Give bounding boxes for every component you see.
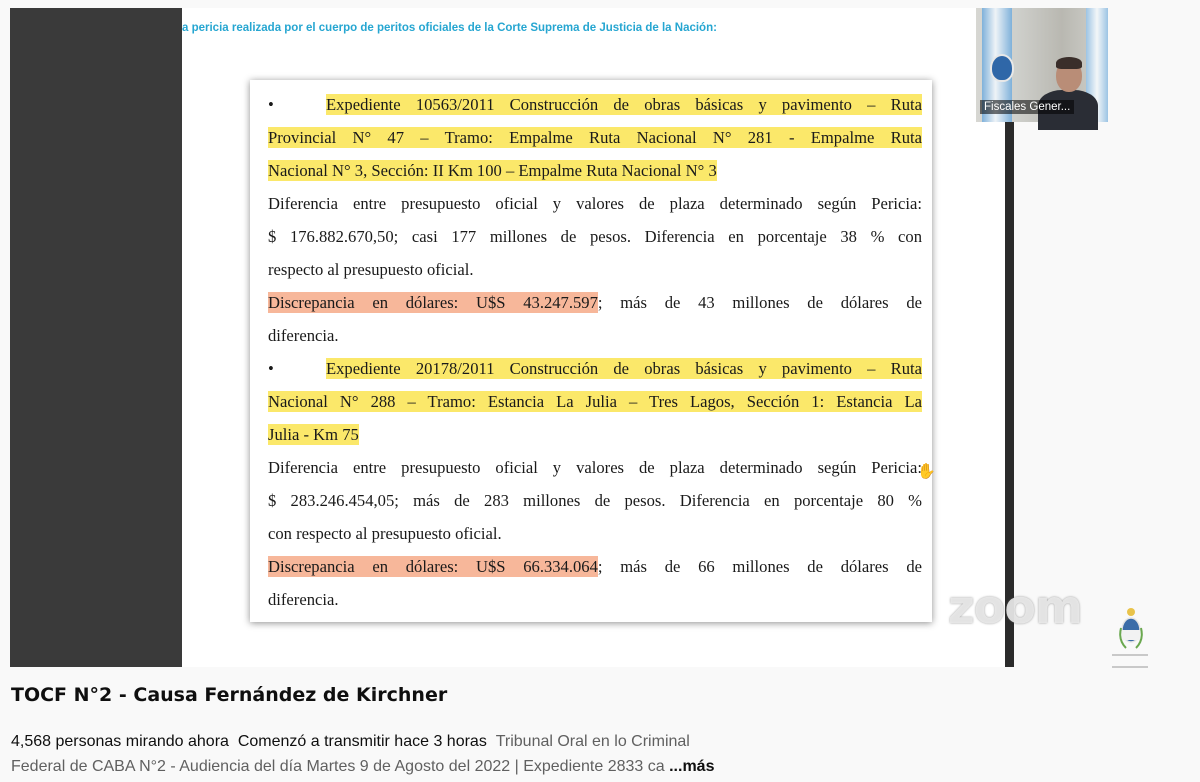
entry-1-line-2 — [268, 121, 922, 154]
entry-2-line-2 — [268, 385, 922, 418]
video-title: TOCF N°2 - Causa Fernández de Kirchner — [11, 684, 448, 706]
diff-2-line-3: con respecto al presupuesto oficial. — [268, 524, 502, 543]
entry-2-line-1 — [268, 352, 922, 385]
video-description[interactable] — [11, 729, 781, 779]
show-more-link[interactable]: ...más — [669, 758, 715, 775]
argentina-coat-of-arms-icon — [1120, 606, 1142, 652]
participant-hair — [1056, 57, 1082, 69]
entry-1-line-1 — [268, 88, 922, 121]
discrepancy-2-end: diferencia. — [268, 590, 339, 609]
discrepancy-1-highlight: Discrepancia en dólares: U$S 43.247.597 — [268, 293, 598, 312]
discrepancy-1-rest: ; más de 43 millones de dólares de — [597, 293, 923, 312]
viewer-count: 4,568 personas mirando ahora — [11, 733, 229, 750]
video-left-margin — [10, 8, 182, 667]
diff-1-line-2: $ 176.882.670,50; casi 177 millones de pesos. Diferencia en porcentaje 38 % con — [268, 227, 922, 246]
description-line-2: Federal de CABA N°2 - Audiencia del día Martes 9 de Agosto del 2022 | Expediente 2833 ca — [11, 758, 665, 775]
bullet-icon: • — [268, 95, 274, 114]
participant-name-label: Fiscales Gener... — [980, 100, 1074, 114]
slide-heading: a pericia realizada por el cuerpo de peritos oficiales de la Corte Suprema de Justicia de la Nación: — [182, 22, 717, 34]
stream-start-time: Comenzó a transmitir hace 3 horas — [237, 733, 487, 750]
diff-2-line-1 — [268, 451, 936, 484]
discrepancy-1 — [268, 286, 922, 319]
participant-video-tile[interactable] — [976, 8, 1108, 122]
emblem-caption — [1112, 654, 1148, 668]
diff-1-line-3: respecto al presupuesto oficial. — [268, 260, 474, 279]
entry-2-line-3 — [268, 418, 922, 451]
entry-1-line-3 — [268, 154, 922, 187]
expediente-1-line-2: Provincial N° 47 – Tramo: Empalme Ruta Nacional N° 281 - Empalme Ruta — [268, 128, 922, 147]
diff-1-line-1: Diferencia entre presupuesto oficial y valores de plaza determinado según Pericia: — [268, 194, 922, 213]
expediente-2-line-1: Expediente 20178/2011 Construcción de obras básicas y pavimento – Ruta — [326, 359, 922, 378]
discrepancy-2-highlight: Discrepancia en dólares: U$S 66.334.064 — [268, 557, 598, 576]
expediente-2-line-3: Julia - Km 75 — [268, 425, 359, 444]
description-line-1: Tribunal Oral en lo Criminal — [495, 733, 690, 750]
expediente-1-line-3: Nacional N° 3, Sección: II Km 100 – Empalme Ruta Nacional N° 3 — [268, 161, 717, 180]
discrepancy-2 — [268, 550, 922, 583]
diff-2-line-2: $ 283.246.454,05; más de 283 millones de pesos. Diferencia en porcentaje 80 % — [268, 491, 922, 510]
shared-slide — [182, 8, 1005, 667]
video-player[interactable] — [10, 8, 1082, 667]
bullet-icon: • — [268, 359, 274, 378]
hand-cursor-icon: ✋ — [917, 464, 936, 480]
expediente-1-line-1: Expediente 10563/2011 Construcción de obras básicas y pavimento – Ruta — [326, 95, 922, 114]
discrepancy-2-rest: ; más de 66 millones de dólares de — [597, 557, 923, 576]
zoom-watermark: zoom — [948, 580, 1082, 634]
diff-2-line-1-text: Diferencia entre presupuesto oficial y valores de plaza determinado según Pericia: — [268, 458, 922, 477]
discrepancy-1-end: diferencia. — [268, 326, 339, 345]
expediente-2-line-2: Nacional N° 288 – Tramo: Estancia La Julia – Tres Lagos, Sección 1: Estancia La — [268, 392, 922, 411]
document-excerpt — [250, 80, 936, 622]
seal-icon — [990, 54, 1014, 82]
